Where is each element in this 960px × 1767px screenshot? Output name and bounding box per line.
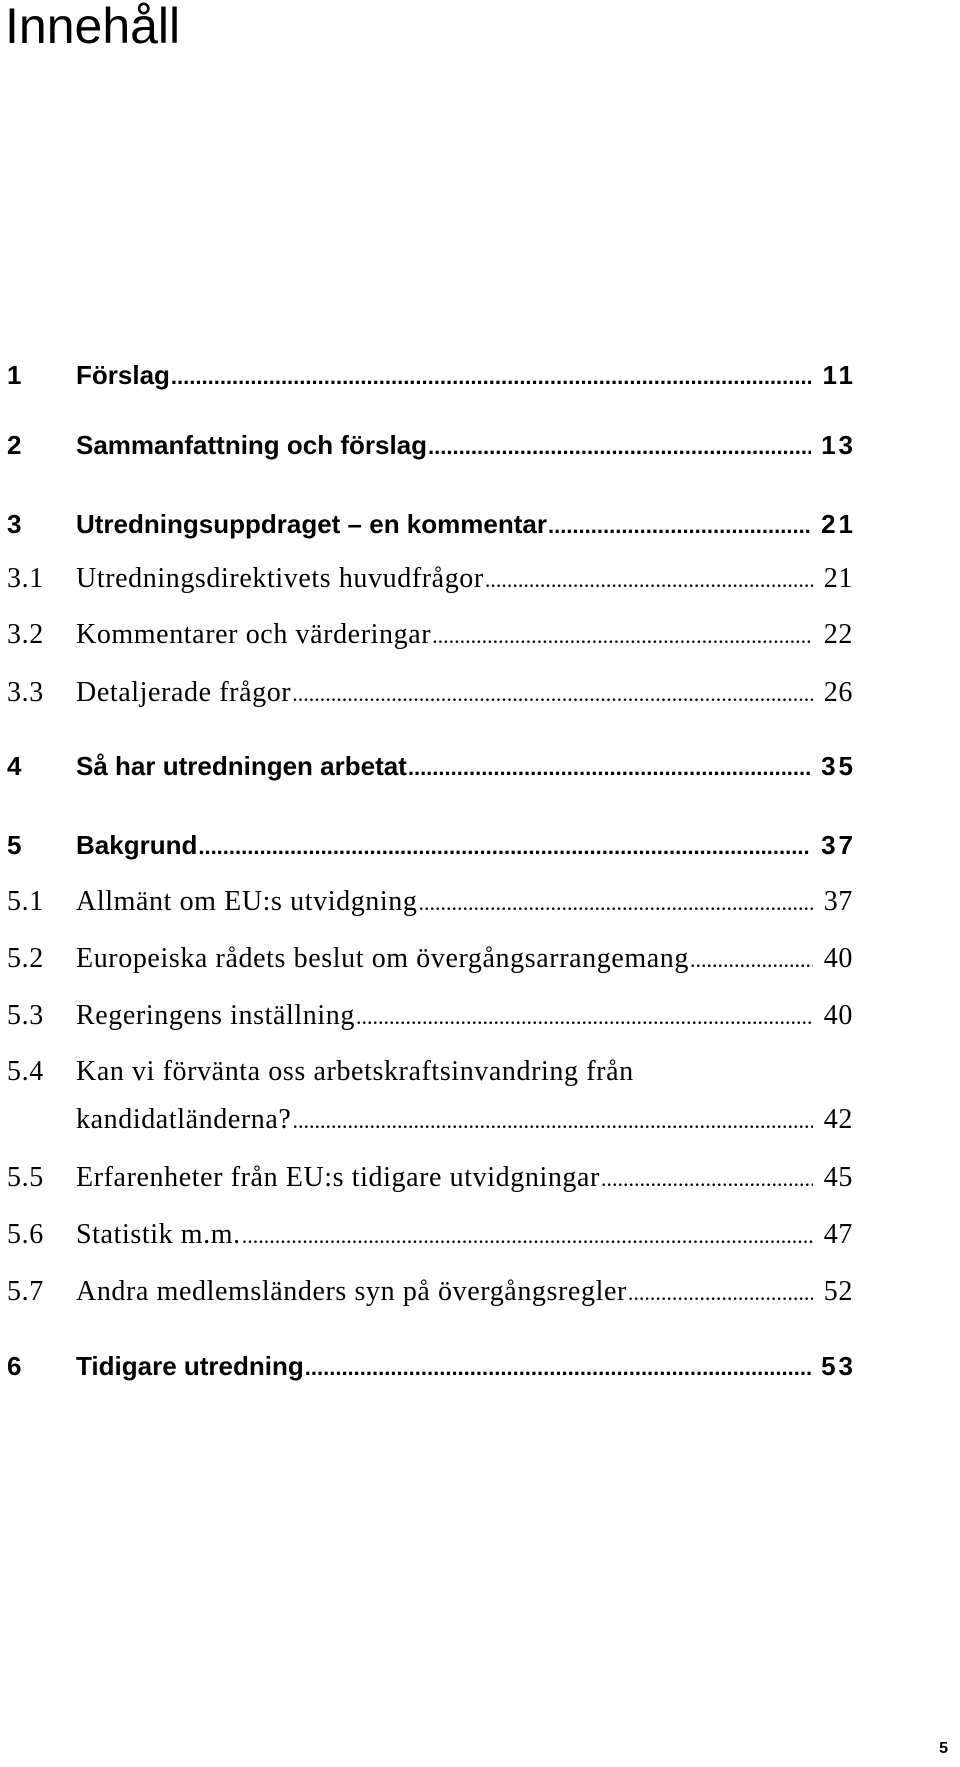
toc-entry-label: Kommentarer och värderingar [76,619,432,650]
toc-entry-page: 37 [823,886,853,917]
toc-entry-5-7[interactable] [0,1276,960,1316]
toc-entry-number: 5.7 [7,1276,44,1307]
dot-leader [418,890,813,916]
toc-entry-3-1[interactable] [0,563,960,603]
dot-leader [690,947,813,973]
toc-entry-label: Så har utredningen arbetat [76,751,407,781]
dot-leader [548,513,811,539]
toc-entry-5-5[interactable] [0,1162,960,1202]
toc-entry-number: 3.2 [7,619,44,650]
toc-entry-5-2[interactable] [0,943,960,983]
dot-leader [408,755,811,781]
toc-entry-label-line1: Kan vi förvänta oss arbetskraftsinvandring från [76,1056,634,1087]
dot-leader [305,1355,811,1381]
toc-entry-number: 5.2 [7,943,44,974]
toc-entry-5-4[interactable] [0,1056,960,1146]
toc-entry-label: Erfarenheter från EU:s tidigare utvidgningar [76,1162,600,1193]
toc-entry-page: 47 [823,1219,853,1250]
toc-entry-3-3[interactable] [0,677,960,717]
toc-entry-5-1[interactable] [0,886,960,926]
toc-entry-page: 53 [821,1351,856,1381]
dot-leader [242,1223,813,1249]
toc-entry-number: 3.1 [7,563,44,594]
toc-entry-number: 5.3 [7,1000,44,1031]
toc-entry-label: Allmänt om EU:s utvidgning [76,886,418,917]
toc-entry-number: 5 [7,830,22,860]
dot-leader [356,1004,813,1030]
toc-entry-number: 2 [7,430,22,460]
toc-entry-3-2[interactable] [0,619,960,659]
toc-entry-number: 1 [7,360,22,390]
toc-entry-5-3[interactable] [0,1000,960,1040]
dot-leader [485,567,813,593]
dot-leader [428,434,811,460]
toc-entry-page: 45 [823,1162,853,1193]
toc-entry-label: Förslag [76,360,170,390]
toc-entry-page: 11 [822,360,856,390]
toc-entry-number: 5.5 [7,1162,44,1193]
toc-entry-label: Sammanfattning och förslag [76,430,428,460]
toc-entry-3[interactable] [0,509,960,549]
toc-entry-page: 37 [821,830,856,860]
toc-entry-page: 13 [821,430,856,460]
toc-entry-label: kandidatländerna? [76,1104,292,1135]
dot-leader [292,1108,813,1134]
toc-entry-label: Europeiska rådets beslut om övergångsarrangemang [76,943,689,974]
toc-entry-label: Statistik m.m. [76,1219,241,1250]
toc-entry-label: Regeringens inställning [76,1000,355,1031]
dot-leader [292,681,813,707]
toc-entry-label: Tidigare utredning [76,1351,304,1381]
toc-entry-number: 6 [7,1351,22,1381]
toc-entry-number: 5.4 [7,1056,44,1087]
toc-entry-page: 21 [823,563,853,594]
dot-leader [171,364,811,390]
toc-entry-label: Utredningsdirektivets huvudfrågor [76,563,484,594]
toc-entry-5[interactable] [0,830,960,870]
toc-entry-2[interactable] [0,430,960,470]
footer-page-number: 5 [939,1740,948,1757]
toc-entry-5-6[interactable] [0,1219,960,1259]
toc-entry-number: 4 [7,751,22,781]
toc-entry-label: Bakgrund [76,830,198,860]
toc-entry-label: Andra medlemsländers syn på övergångsregler [76,1276,627,1307]
toc-entry-page: 22 [823,619,853,650]
dot-leader [432,623,813,649]
toc-entry-page: 35 [821,751,856,781]
toc-entry-label: Detaljerade frågor [76,677,292,708]
toc-entry-page: 40 [823,1000,853,1031]
toc-entry-number: 5.1 [7,886,44,917]
toc-entry-page: 52 [823,1276,853,1307]
toc-entry-6[interactable] [0,1351,960,1391]
toc-entry-page: 26 [823,677,853,708]
toc-entry-1[interactable] [0,360,960,400]
toc-entry-page: 42 [823,1104,853,1135]
toc-entry-page: 21 [821,509,856,539]
dot-leader [198,834,811,860]
toc-entry-number: 3 [7,509,22,539]
toc-entry-number: 3.3 [7,677,44,708]
toc-entry-4[interactable] [0,751,960,791]
toc-entry-page: 40 [823,943,853,974]
page-title: Innehåll [5,0,181,54]
dot-leader [628,1280,813,1306]
toc-entry-label: Utredningsuppdraget – en kommentar [76,509,547,539]
toc-entry-number: 5.6 [7,1219,44,1250]
dot-leader [601,1166,813,1192]
